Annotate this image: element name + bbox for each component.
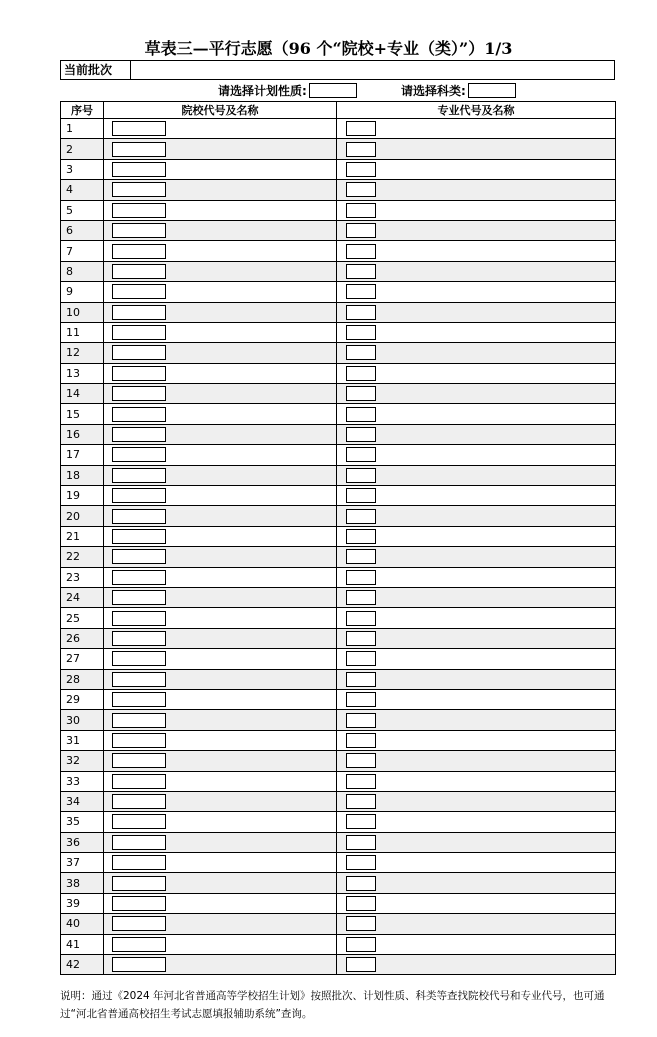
- table-row: [61, 486, 616, 506]
- header-seq: 序号: [61, 102, 104, 119]
- table-row: [61, 424, 616, 444]
- school-cell: [104, 445, 337, 465]
- row-number: 17: [61, 445, 104, 465]
- table-row: [61, 771, 616, 791]
- table-row: [61, 445, 616, 465]
- school-code-input[interactable]: [112, 814, 166, 829]
- school-cell: [104, 526, 337, 546]
- row-number: 10: [61, 302, 104, 322]
- major-code-input[interactable]: [346, 447, 376, 462]
- row-number: 14: [61, 384, 104, 404]
- school-code-input[interactable]: [112, 488, 166, 503]
- school-code-input[interactable]: [112, 407, 166, 422]
- table-row: [61, 261, 616, 281]
- table-row: [61, 506, 616, 526]
- major-code-input[interactable]: [346, 468, 376, 483]
- table-row: [61, 934, 616, 954]
- row-number: 27: [61, 649, 104, 669]
- major-code-input[interactable]: [346, 182, 376, 197]
- school-cell: [104, 791, 337, 811]
- row-number: 21: [61, 526, 104, 546]
- selector-row: [60, 81, 615, 101]
- school-code-input[interactable]: [112, 284, 166, 299]
- table-row: [61, 628, 616, 648]
- major-cell: [337, 302, 616, 322]
- row-number: 20: [61, 506, 104, 526]
- school-cell: [104, 486, 337, 506]
- school-code-input[interactable]: [112, 366, 166, 381]
- school-cell: [104, 343, 337, 363]
- school-code-input[interactable]: [112, 509, 166, 524]
- table-row: [61, 832, 616, 852]
- major-code-input[interactable]: [346, 549, 376, 564]
- school-code-input[interactable]: [112, 223, 166, 238]
- school-code-input[interactable]: [112, 651, 166, 666]
- major-cell: [337, 812, 616, 832]
- school-cell: [104, 282, 337, 302]
- major-cell: [337, 893, 616, 913]
- table-row: [61, 751, 616, 771]
- school-cell: [104, 363, 337, 383]
- table-row: [61, 710, 616, 730]
- row-number: 30: [61, 710, 104, 730]
- major-cell: [337, 180, 616, 200]
- major-cell: [337, 465, 616, 485]
- school-cell: [104, 955, 337, 975]
- school-code-input[interactable]: [112, 427, 166, 442]
- table-row: [61, 608, 616, 628]
- major-code-input[interactable]: [346, 121, 376, 136]
- school-cell: [104, 914, 337, 934]
- major-code-input[interactable]: [346, 937, 376, 952]
- major-code-input[interactable]: [346, 223, 376, 238]
- school-cell: [104, 465, 337, 485]
- school-code-input[interactable]: [112, 203, 166, 218]
- table-row: [61, 322, 616, 342]
- major-cell: [337, 751, 616, 771]
- major-code-input[interactable]: [346, 753, 376, 768]
- row-number: 28: [61, 669, 104, 689]
- table-row: [61, 730, 616, 750]
- row-number: 32: [61, 751, 104, 771]
- major-cell: [337, 486, 616, 506]
- row-number: 34: [61, 791, 104, 811]
- major-cell: [337, 873, 616, 893]
- major-cell: [337, 710, 616, 730]
- row-number: 37: [61, 853, 104, 873]
- major-code-input[interactable]: [346, 244, 376, 259]
- choice-table: [60, 101, 616, 975]
- table-row: [61, 587, 616, 607]
- major-cell: [337, 934, 616, 954]
- row-number: 23: [61, 567, 104, 587]
- row-number: 38: [61, 873, 104, 893]
- table-row: [61, 384, 616, 404]
- major-cell: [337, 791, 616, 811]
- table-row: [61, 649, 616, 669]
- major-cell: [337, 628, 616, 648]
- major-code-input[interactable]: [346, 692, 376, 707]
- school-code-input[interactable]: [112, 692, 166, 707]
- table-row: [61, 404, 616, 424]
- school-code-input[interactable]: [112, 916, 166, 931]
- school-cell: [104, 159, 337, 179]
- subject-label: 请选择科类:: [401, 84, 466, 98]
- table-row: [61, 669, 616, 689]
- major-code-input[interactable]: [346, 345, 376, 360]
- row-number: 31: [61, 730, 104, 750]
- major-cell: [337, 261, 616, 281]
- row-number: 16: [61, 424, 104, 444]
- school-cell: [104, 220, 337, 240]
- table-row: [61, 282, 616, 302]
- table-row: [61, 119, 616, 139]
- major-cell: [337, 282, 616, 302]
- school-cell: [104, 771, 337, 791]
- school-code-input[interactable]: [112, 876, 166, 891]
- school-cell: [104, 812, 337, 832]
- school-cell: [104, 404, 337, 424]
- row-number: 42: [61, 955, 104, 975]
- row-number: 22: [61, 547, 104, 567]
- row-number: 15: [61, 404, 104, 424]
- header-major: 专业代号及名称: [337, 102, 616, 119]
- table-row: [61, 180, 616, 200]
- major-code-input[interactable]: [346, 427, 376, 442]
- major-code-input[interactable]: [346, 651, 376, 666]
- row-number: 39: [61, 893, 104, 913]
- table-row: [61, 200, 616, 220]
- school-cell: [104, 689, 337, 709]
- school-code-input[interactable]: [112, 529, 166, 544]
- major-code-input[interactable]: [346, 386, 376, 401]
- table-row: [61, 853, 616, 873]
- major-cell: [337, 689, 616, 709]
- major-cell: [337, 343, 616, 363]
- school-code-input[interactable]: [112, 570, 166, 585]
- table-row: [61, 302, 616, 322]
- school-cell: [104, 200, 337, 220]
- major-code-input[interactable]: [346, 407, 376, 422]
- major-cell: [337, 832, 616, 852]
- plan-nature-field[interactable]: [309, 83, 357, 98]
- row-number: 9: [61, 282, 104, 302]
- school-code-input[interactable]: [112, 549, 166, 564]
- table-row: [61, 220, 616, 240]
- major-cell: [337, 363, 616, 383]
- major-code-input[interactable]: [346, 509, 376, 524]
- major-cell: [337, 424, 616, 444]
- school-cell: [104, 669, 337, 689]
- row-number: 8: [61, 261, 104, 281]
- table-row: [61, 914, 616, 934]
- major-cell: [337, 547, 616, 567]
- row-number: 2: [61, 139, 104, 159]
- major-cell: [337, 241, 616, 261]
- row-number: 29: [61, 689, 104, 709]
- school-cell: [104, 241, 337, 261]
- major-code-input[interactable]: [346, 590, 376, 605]
- major-code-input[interactable]: [346, 162, 376, 177]
- row-number: 26: [61, 628, 104, 648]
- table-row: [61, 241, 616, 261]
- major-code-input[interactable]: [346, 855, 376, 870]
- school-code-input[interactable]: [112, 590, 166, 605]
- table-row: [61, 893, 616, 913]
- major-cell: [337, 914, 616, 934]
- major-code-input[interactable]: [346, 631, 376, 646]
- row-number: 19: [61, 486, 104, 506]
- school-code-input[interactable]: [112, 733, 166, 748]
- batch-field[interactable]: [131, 61, 614, 79]
- table-row: [61, 465, 616, 485]
- school-code-input[interactable]: [112, 794, 166, 809]
- school-code-input[interactable]: [112, 835, 166, 850]
- major-cell: [337, 587, 616, 607]
- major-code-input[interactable]: [346, 957, 376, 972]
- row-number: 40: [61, 914, 104, 934]
- row-number: 35: [61, 812, 104, 832]
- subject-selector: [401, 82, 516, 99]
- school-code-input[interactable]: [112, 611, 166, 626]
- page-title: 草表三—平行志愿（96 个“院校+专业（类）”）1/3: [144, 39, 513, 58]
- school-code-input[interactable]: [112, 468, 166, 483]
- major-code-input[interactable]: [346, 794, 376, 809]
- school-code-input[interactable]: [112, 264, 166, 279]
- major-code-input[interactable]: [346, 305, 376, 320]
- major-cell: [337, 506, 616, 526]
- major-cell: [337, 955, 616, 975]
- school-cell: [104, 649, 337, 669]
- row-number: 25: [61, 608, 104, 628]
- school-cell: [104, 873, 337, 893]
- batch-row: [60, 60, 615, 80]
- school-cell: [104, 832, 337, 852]
- major-cell: [337, 384, 616, 404]
- table-row: [61, 873, 616, 893]
- major-code-input[interactable]: [346, 529, 376, 544]
- row-number: 36: [61, 832, 104, 852]
- plan-nature-selector: [218, 82, 357, 99]
- row-number: 1: [61, 119, 104, 139]
- school-code-input[interactable]: [112, 386, 166, 401]
- school-code-input[interactable]: [112, 957, 166, 972]
- major-cell: [337, 567, 616, 587]
- school-code-input[interactable]: [112, 121, 166, 136]
- school-code-input[interactable]: [112, 244, 166, 259]
- school-cell: [104, 180, 337, 200]
- table-row: [61, 139, 616, 159]
- major-cell: [337, 220, 616, 240]
- row-number: 11: [61, 322, 104, 342]
- school-cell: [104, 506, 337, 526]
- school-cell: [104, 302, 337, 322]
- major-code-input[interactable]: [346, 672, 376, 687]
- major-cell: [337, 669, 616, 689]
- school-cell: [104, 261, 337, 281]
- row-number: 5: [61, 200, 104, 220]
- table-row: [61, 547, 616, 567]
- school-code-input[interactable]: [112, 631, 166, 646]
- row-number: 12: [61, 343, 104, 363]
- major-cell: [337, 322, 616, 342]
- school-cell: [104, 608, 337, 628]
- school-code-input[interactable]: [112, 447, 166, 462]
- batch-label: 当前批次: [61, 61, 131, 79]
- major-code-input[interactable]: [346, 142, 376, 157]
- major-cell: [337, 649, 616, 669]
- school-cell: [104, 853, 337, 873]
- plan-nature-label: 请选择计划性质:: [218, 84, 307, 98]
- table-header-row: [61, 102, 616, 119]
- table-row: [61, 567, 616, 587]
- major-cell: [337, 404, 616, 424]
- school-code-input[interactable]: [112, 896, 166, 911]
- school-code-input[interactable]: [112, 305, 166, 320]
- row-number: 33: [61, 771, 104, 791]
- school-cell: [104, 384, 337, 404]
- major-code-input[interactable]: [346, 774, 376, 789]
- school-cell: [104, 710, 337, 730]
- school-code-input[interactable]: [112, 713, 166, 728]
- school-cell: [104, 751, 337, 771]
- major-code-input[interactable]: [346, 814, 376, 829]
- table-row: [61, 812, 616, 832]
- major-code-input[interactable]: [346, 366, 376, 381]
- subject-field[interactable]: [468, 83, 516, 98]
- header-school: 院校代号及名称: [104, 102, 337, 119]
- school-cell: [104, 424, 337, 444]
- school-code-input[interactable]: [112, 774, 166, 789]
- major-code-input[interactable]: [346, 916, 376, 931]
- major-code-input[interactable]: [346, 835, 376, 850]
- school-cell: [104, 934, 337, 954]
- major-code-input[interactable]: [346, 611, 376, 626]
- school-cell: [104, 730, 337, 750]
- school-cell: [104, 119, 337, 139]
- school-cell: [104, 628, 337, 648]
- row-number: 24: [61, 587, 104, 607]
- major-cell: [337, 139, 616, 159]
- school-cell: [104, 587, 337, 607]
- row-number: 7: [61, 241, 104, 261]
- row-number: 4: [61, 180, 104, 200]
- table-row: [61, 526, 616, 546]
- school-cell: [104, 139, 337, 159]
- footnote: 说明：通过《2024 年河北省普通高等学校招生计划》按照批次、计划性质、科类等查找院校代号和专业代号，也可通过“河北省普通高校招生考试志愿填报辅助系统”查询。: [60, 990, 605, 1020]
- table-body: [61, 119, 616, 975]
- table-row: [61, 689, 616, 709]
- school-code-input[interactable]: [112, 325, 166, 340]
- school-code-input[interactable]: [112, 855, 166, 870]
- row-number: 18: [61, 465, 104, 485]
- school-cell: [104, 893, 337, 913]
- school-code-input[interactable]: [112, 142, 166, 157]
- major-code-input[interactable]: [346, 264, 376, 279]
- school-code-input[interactable]: [112, 182, 166, 197]
- major-code-input[interactable]: [346, 203, 376, 218]
- table-row: [61, 791, 616, 811]
- school-code-input[interactable]: [112, 753, 166, 768]
- major-cell: [337, 445, 616, 465]
- table-row: [61, 159, 616, 179]
- major-cell: [337, 159, 616, 179]
- row-number: 41: [61, 934, 104, 954]
- major-cell: [337, 200, 616, 220]
- major-cell: [337, 526, 616, 546]
- major-code-input[interactable]: [346, 713, 376, 728]
- table-row: [61, 955, 616, 975]
- school-cell: [104, 322, 337, 342]
- table-row: [61, 343, 616, 363]
- major-cell: [337, 608, 616, 628]
- major-cell: [337, 119, 616, 139]
- major-code-input[interactable]: [346, 325, 376, 340]
- school-code-input[interactable]: [112, 162, 166, 177]
- major-code-input[interactable]: [346, 876, 376, 891]
- row-number: 3: [61, 159, 104, 179]
- school-code-input[interactable]: [112, 937, 166, 952]
- school-cell: [104, 567, 337, 587]
- school-code-input[interactable]: [112, 672, 166, 687]
- major-cell: [337, 771, 616, 791]
- school-cell: [104, 547, 337, 567]
- row-number: 13: [61, 363, 104, 383]
- row-number: 6: [61, 220, 104, 240]
- major-cell: [337, 853, 616, 873]
- major-code-input[interactable]: [346, 284, 376, 299]
- major-code-input[interactable]: [346, 896, 376, 911]
- major-code-input[interactable]: [346, 733, 376, 748]
- table-row: [61, 363, 616, 383]
- major-code-input[interactable]: [346, 488, 376, 503]
- school-code-input[interactable]: [112, 345, 166, 360]
- major-code-input[interactable]: [346, 570, 376, 585]
- major-cell: [337, 730, 616, 750]
